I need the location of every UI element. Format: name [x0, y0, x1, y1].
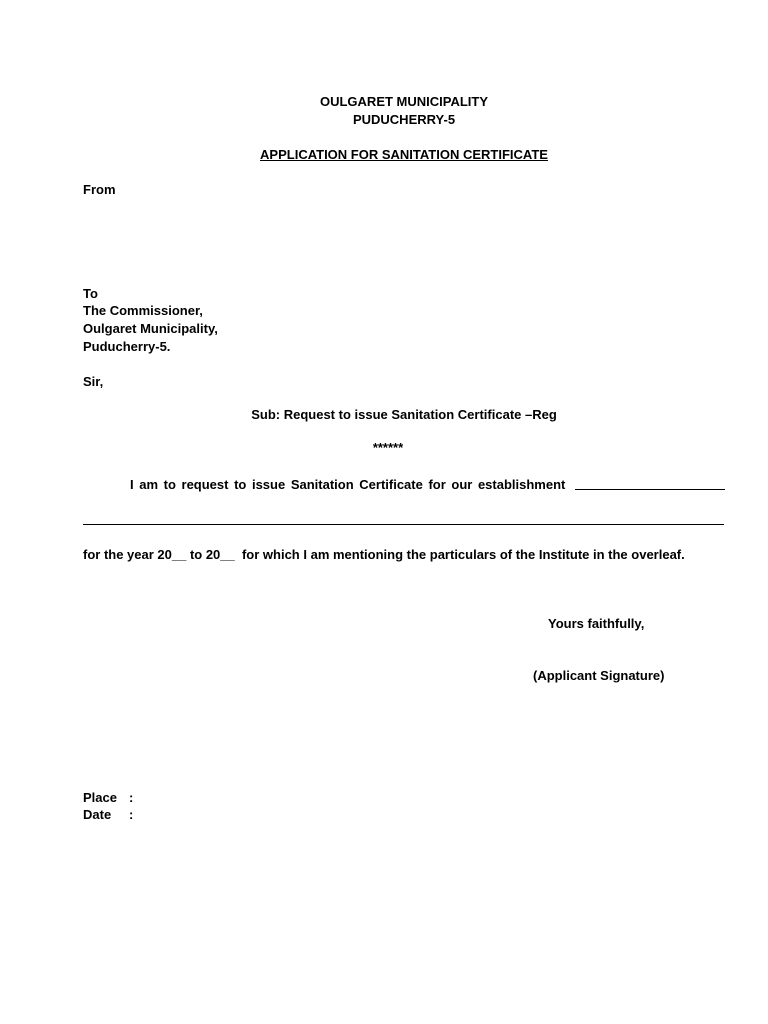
subject-line: Sub: Request to issue Sanitation Certificate –Reg [251, 407, 557, 422]
document-title-text: APPLICATION FOR SANITATION CERTIFICATE [260, 147, 548, 162]
establishment-blank-line [83, 524, 724, 525]
establishment-blank [575, 477, 725, 490]
header-city: PUDUCHERRY-5 [352, 112, 456, 127]
applicant-signature-label: (Applicant Signature) [533, 668, 665, 683]
header-org: OULGARET MUNICIPALITY [319, 94, 489, 109]
date-label: Date [83, 807, 112, 822]
place-colon: : [129, 790, 134, 805]
place-label: Place [83, 790, 117, 805]
from-label: From [83, 182, 116, 197]
document-title [0, 146, 768, 163]
to-label: To [83, 286, 98, 301]
closing-yours-faithfully: Yours faithfully, [548, 616, 645, 631]
to-line-1: The Commissioner, [83, 303, 203, 318]
body-line-3: for the year 20__ to 20__ for which I am mentioning the particulars of the Institute in the overleaf. [83, 547, 685, 562]
body-line-1 [130, 476, 725, 493]
separator: ****** [372, 440, 404, 455]
body-line-1-text: I am to request to issue Sanitation Certificate for our establishment [130, 477, 566, 492]
to-line-3: Puducherry-5. [83, 339, 171, 354]
salutation: Sir, [83, 374, 104, 389]
to-line-2: Oulgaret Municipality, [83, 321, 218, 336]
date-colon: : [129, 807, 134, 822]
